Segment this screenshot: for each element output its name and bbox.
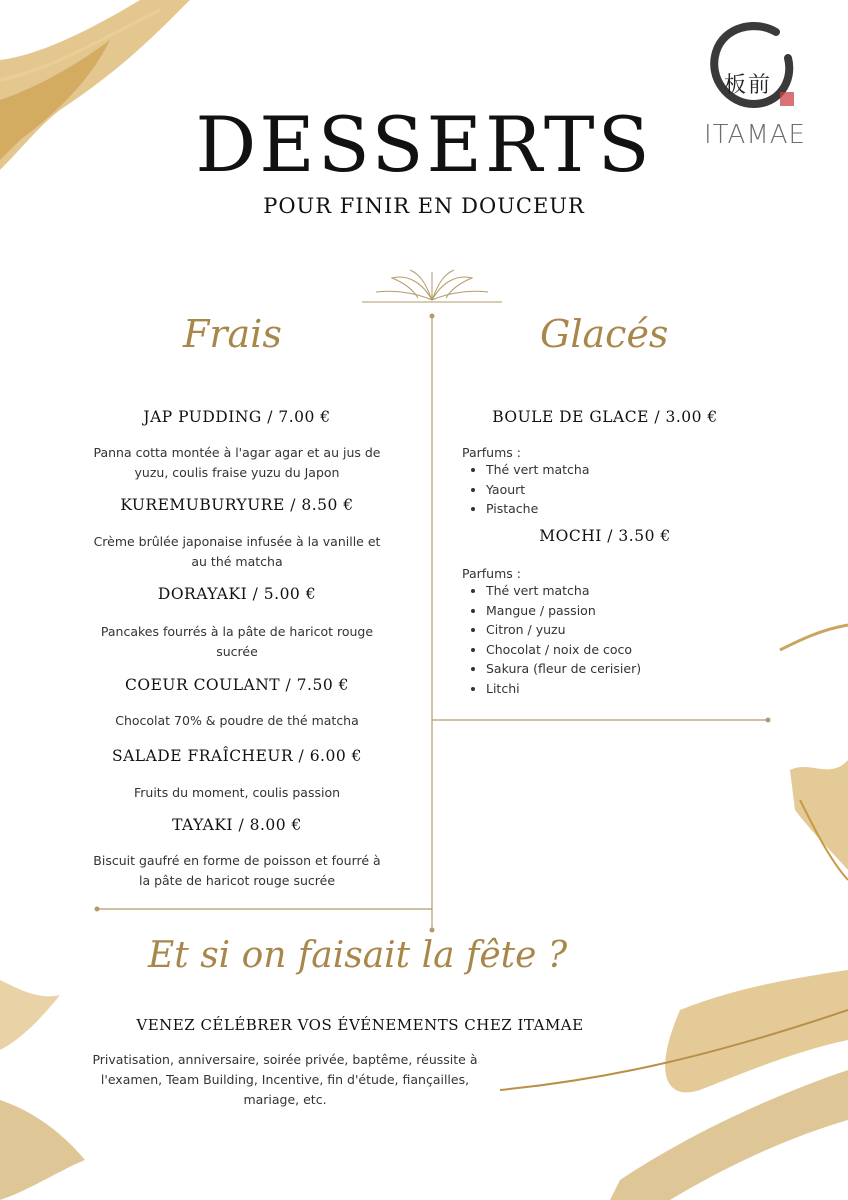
- frais-item-desc: Crème brûlée japonaise infusée à la vanille et au thé matcha: [93, 534, 381, 569]
- list-item: • Thé vert matcha: [486, 460, 590, 480]
- frais-item-desc: Biscuit gaufré en forme de poisson et fourré à la pâte de haricot rouge sucrée: [93, 853, 381, 888]
- frais-item-desc: Pancakes fourrés à la pâte de haricot rouge sucrée: [100, 624, 374, 659]
- frais-item-title: SALADE FRAÎCHEUR / 6.00 €: [111, 747, 362, 765]
- heading-glaces: Glacés: [540, 312, 669, 356]
- heading-event: Et si on faisait la fête ?: [148, 935, 568, 976]
- list-item: • Chocolat / noix de coco: [486, 640, 641, 660]
- list-item: • Litchi: [486, 679, 641, 699]
- logo-name: ITAMAE: [704, 120, 806, 150]
- parfums-label: Parfums :: [462, 566, 521, 581]
- list-item: • Thé vert matcha: [486, 581, 641, 601]
- heading-frais: Frais: [183, 312, 282, 356]
- page-title: DESSERTS: [195, 100, 653, 189]
- frais-item-title: KUREMUBURYURE / 8.50 €: [120, 496, 354, 514]
- frais-item-title: TAYAKI / 8.00 €: [172, 816, 302, 834]
- logo-kanji: 板前: [724, 73, 773, 98]
- list-item: • Mangue / passion: [486, 601, 641, 621]
- frais-item-desc: Chocolat 70% & poudre de thé matcha: [115, 713, 359, 728]
- list-item: • Yaourt: [486, 480, 590, 500]
- frais-item-desc: Panna cotta montée à l'agar agar et au jus de yuzu, coulis fraise yuzu du Japon: [93, 445, 381, 480]
- glaces-item-title: MOCHI / 3.50 €: [539, 527, 671, 545]
- glaces-item-title: BOULE DE GLACE / 3.00 €: [492, 408, 718, 426]
- parfums-list: [462, 445, 590, 519]
- frais-item-title: DORAYAKI / 5.00 €: [157, 585, 317, 603]
- list-item: • Sakura (fleur de cerisier): [486, 659, 641, 679]
- list-item: • Citron / yuzu: [486, 620, 641, 640]
- frais-item-title: JAP PUDDING / 7.00 €: [143, 408, 331, 426]
- frais-item-title: COEUR COULANT / 7.50 €: [125, 676, 349, 694]
- list-item: • Pistache: [486, 499, 590, 519]
- parfums-label: Parfums :: [462, 445, 521, 460]
- frais-item-desc: Fruits du moment, coulis passion: [133, 785, 341, 800]
- page-subtitle: POUR FINIR EN DOUCEUR: [263, 194, 585, 218]
- event-title: VENEZ CÉLÉBRER VOS ÉVÉNEMENTS CHEZ ITAMAE: [136, 1016, 584, 1034]
- parfums-list: [462, 566, 641, 698]
- event-desc: Privatisation, anniversaire, soirée privée, baptême, réussite à l'examen, Team Building, Incentive, fin d'étude, fiançailles, mariage, etc.: [92, 1052, 478, 1107]
